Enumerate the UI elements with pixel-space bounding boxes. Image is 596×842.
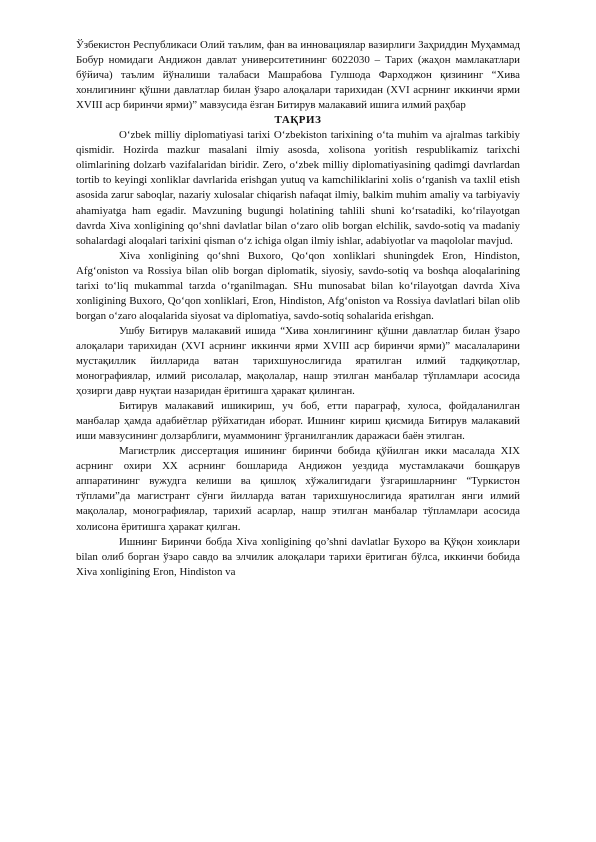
paragraph-2: Xiva xonligining qo‘shni Buxoro, Qo‘qon xonliklari shuningdek Eron, Hindiston, Afg‘oniston va Rossiya bilan olib borgan diplomatik, siyosiy, savdo-sotiq va boshqa aloqalarining tarixi to‘liq mukammal tarzda o‘rganilmagan. SHu munosabat bilan ko‘rilayotgan davrda Xiva xonligining Buxoro, Qo‘qon xonliklari, Eron, Hindiston, Afg‘oniston va Rossiya davlatlari bilan olib borgan o‘zaro aloqalarida siyosat va diplomatiya, savdo-sotiq sohalarida erishgan.: [76, 249, 520, 322]
document-page: [76, 38, 520, 580]
paragraph-4: Битирув малакавий ишикириш, уч боб, етти параграф, хулоса, фойдаланилган манбалар ҳамда адабиётлар рўйхатидан иборат. Ишнинг кириш қисмида Битирув малакавий иши мавзусининг долзарблиги, муаммонинг ўрганилганлик даражаси баён этилган.: [76, 400, 520, 443]
paragraph-3: Ушбу Битирув малакавий ишида “Хива хонлигининг қўшни давлатлар билан ўзаро алоқалари тарихидан (XVI асрнинг иккинчи ярми XVIII аср биринчи ярми)” масалаларини мустақиллик йилларида ватан тарихшунослигида яратилган илмий тадқиқотлар, монографиялар, илмий рисолалар, мақолалар, нашр этилган манбалар тўпламлари асосида ҳозирги давр нуқтаи назаридан ёритишга ҳаракат қилинган.: [76, 324, 520, 398]
document-intro: Ўзбекистон Республикаси Олий таълим, фан ва инновациялар вазирлиги Заҳриддин Муҳаммад Бобур номидаги Андижон давлат университетининг 6022030 – Тарих (жаҳон мамлакатлари бўйича) таълим йўналиши талабаси Машрабова Гулшода Фарходжон қизининг “Хива хонлигининг қўшни давлатлар билан ўзаро алоқалари тарихидан (XVI асрнинг иккинчи ярми XVIII аср биринчи ярми)” мавзусида ёзган Битирув малакавий ишига илмий раҳбар: [76, 39, 520, 112]
paragraph-1: O‘zbek milliy diplomatiyasi tarixi O‘zbekiston tarixining o‘ta muhim va ajralmas tarkibiy qismidir. Hozirda mazkur masalani ilmiy asosda, xolisona yoritish respublikamiz tarixchi olimlarining dolzarb vazifalaridan biridir. Zero, o‘zbek milliy diplomatiyasining qadimgi davrlardan tortib to keyingi xonliklar davrlarida erishgan yutuq va kamchiliklarini xolis o‘rganish va taxlil etish asosida zarur saboqlar, nazariy xulosalar chiqarish nafaqat ilmiy, balkim muhim amaliy va tarbiyaviy ahamiyatga ham egadir. Mavzuning bugungi holatining tahlili shuni ko‘rsatadiki, ko‘rilayotgan davrda Xiva xonligining qo‘shni davlatlar bilan o‘zaro olib borgan elchilik, savdo-sotiq va madaniy sohalardagi aloqalari tarixini qisman o‘z ichiga olgan ilmiy ishlar, adabiyotlar va maqololar mavjud.: [76, 129, 520, 247]
paragraph-6: Ишнинг Биринчи бобда Xiva xonligining qo’shni davlatlar Бухоро ва Қўқон хоиклари bilan олиб борган ўзаро савдо ва элчилик алоқалари тарихи ёритиган бўлса, иккинчи бобида Xiva xonligining Eron, Hindiston va: [76, 535, 520, 578]
paragraph-5: Магистрлик диссертация ишининг биринчи бобида қўйилган икки масалада XIX асрнинг охири XX асрнинг бошларида Андижон уездида мустамлакачи бошқарув аппаратининг вужудга келиши ва қишлоқ хўжалигидаги ўзгаришларнинг “Туркистон тўплами”да магистрант сўнги йилларда ватан тарихшунослигида яратилган янги илмий мақолалар, монографиялар, тарихий асарлар, нашр этилган манбалар тўпламлари асосида холисона ёритишга ҳаракат қилган.: [76, 445, 520, 533]
document-heading: ТАҚРИЗ: [274, 114, 322, 127]
